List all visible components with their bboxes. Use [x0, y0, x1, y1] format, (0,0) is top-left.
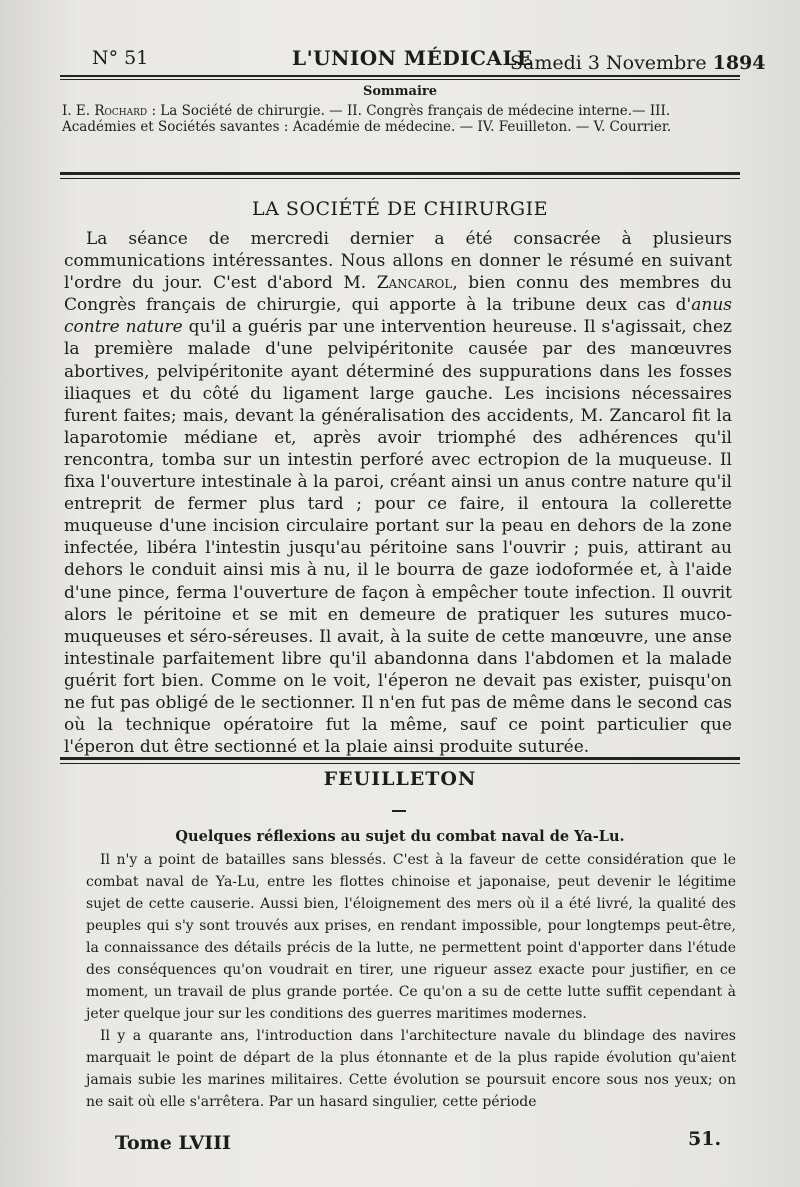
- journal-title: L'UNION MÉDICALE: [292, 46, 533, 70]
- article-text-b: , bien connu des membres du Congrès français de chirurgie, qui apporte à la tribune deux cas d': [64, 273, 733, 316]
- article-surgeon-name: Zancarol: [376, 273, 453, 294]
- footer-tome: Tome LVIII: [115, 1132, 231, 1154]
- article-body: [64, 228, 732, 758]
- feuilleton-rule-thin: [60, 763, 740, 764]
- sommaire-author: Rochard: [94, 103, 148, 119]
- issue-number: N° 51: [92, 47, 149, 69]
- feuilleton-subtitle: Quelques réflexions au sujet du combat naval de Ya-Lu.: [175, 828, 625, 845]
- page-number: 51.: [688, 1128, 722, 1150]
- sommaire-text: [62, 103, 734, 135]
- article-italic-term: anus contre nature: [64, 295, 732, 338]
- header-rule-bottom: [60, 79, 740, 80]
- sommaire-items: : La Société de chirurgie. — II. Congrès français de médecine interne.— III. Académies et Sociétés savantes : Académie de médecine. — IV. Feuilleton. — V. Courrier.: [62, 103, 672, 135]
- issue-date-text: Samedi 3 Novembre: [510, 52, 707, 74]
- sommaire-rule-thick: [60, 172, 740, 175]
- sommaire-title: Sommaire: [362, 84, 438, 99]
- article-title: LA SOCIÉTÉ DE CHIRURGIE: [252, 198, 548, 220]
- issue-year: 1894: [712, 52, 766, 74]
- feuilleton-rule-thick: [60, 757, 740, 760]
- feuilleton-paragraph-2: Il y a quarante ans, l'introduction dans l'architecture navale du blindage des navires marquait le point de départ de la plus étonnante et de la plus rapide évolution qu'aient jamais subie les marines militaires. Cette évolution se poursuit encore sous nos yeux; on ne sait où elle s'arrêtera. Par un hasard singulier, cette période: [86, 1028, 736, 1110]
- header-rule-top: [60, 75, 740, 77]
- sommaire-rule-thin: [60, 178, 740, 179]
- title-dash: [392, 810, 406, 812]
- article-paragraph: [64, 228, 732, 758]
- feuilleton-body: [86, 849, 736, 1113]
- feuilleton-title: FEUILLETON: [323, 768, 477, 790]
- article-text-a: La séance de mercredi dernier a été consacrée à plusieurs communications intéressantes. Nous allons en donner le résumé en suivant l'ordre du jour. C'est d'abord M.: [64, 229, 732, 294]
- sommaire-item1-prefix: I. E.: [62, 103, 91, 119]
- feuilleton-paragraph-1: Il n'y a point de batailles sans blessés. C'est à la faveur de cette considération que le combat naval de Ya-Lu, entre les flottes chinoise et japonaise, peut devenir le légitime sujet de cette causerie. Aussi bien, l'éloignement des mers où il a été livré, la qualité des peuples qui s'y sont trouvés aux prises, en rendant impossible, pour longtemps peut-être, la connaissance des détails précis de la lutte, ne permettent point d'apporter dans l'étude des conséquences qu'on voudrait en tirer, une rigueur assez exacte pour justifier, en ce moment, un travail de plus grande portée. Ce qu'on a su de cette lutte suffit cependant à jeter quelque jour sur les conditions des guerres maritimes modernes.: [86, 852, 736, 1022]
- article-text-c: qu'il a guéris par une intervention heureuse. Il s'agissait, chez la première malade d'une pelvipéritonite causée par des manœuvres abortives, pelvipéritonite ayant déterminé des suppurations dans les fosses iliaques et du côté du ligament large gauche. Les incisions nécessaires furent faites; mais, devant la généralisation des accidents, M. Zancarol fit la laparotomie médiane et, après avoir triomphé des adhérences qu'il rencontra, tomba sur un intestin perforé avec ectropion de la muqueuse. Il fixa l'ouverture intestinale à la paroi, créant ainsi un anus contre nature qu'il entreprit de fermer plus tard ; pour ce faire, il entoura la collerette muqueuse d'une incision circulaire portant sur la peau en dehors de la zone infectée, libéra l'intestin jusqu'au péritoine sans l'ouvrir ; puis, attirant au dehors le conduit ainsi mis à nu, il le bourra de gaze iodoformée et, à l'aide d'une pince, ferma l'ouverture de façon à empêcher toute infection. Il ouvrit alors le péritoine et se mit en demeure de pratiquer les sutures muco-muqueuses et séro-séreuses. Il avait, à la suite de cette manœuvre, une anse intestinale parfaitement libre qu'il abandonna dans l'abdomen et la malade guérit fort bien. Comme on le voit, l'éperon ne devait pas exister, puisqu'on ne fut pas obligé de le sectionner. Il n'en fut pas de même dans le second cas où la technique opératoire fut la même, sauf ce point particulier que l'éperon dut être sectionné et la plaie ainsi produite suturée.: [64, 317, 732, 758]
- issue-date: [510, 52, 766, 74]
